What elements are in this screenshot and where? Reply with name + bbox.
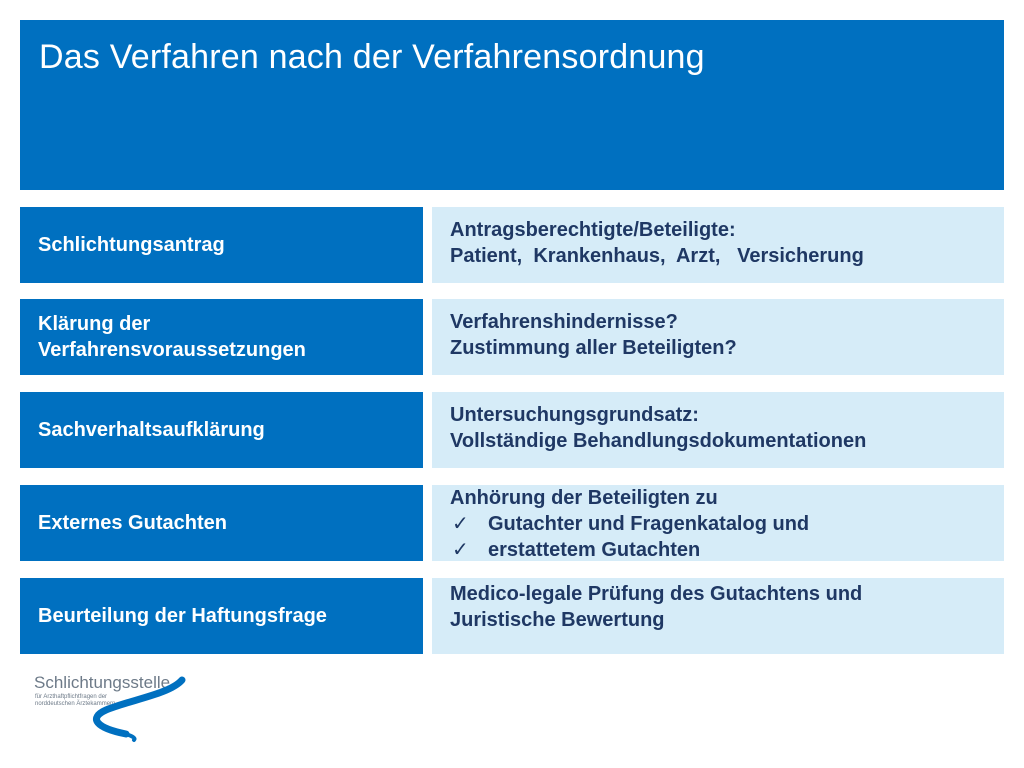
step-detail-line: Antragsberechtigte/Beteiligte: [450, 219, 736, 241]
step-detail-box [432, 207, 1004, 283]
step-detail-line: Anhörung der Beteiligten zu [450, 487, 718, 509]
logo-subtitle-line: norddeutschen Ärztekammern [35, 701, 116, 707]
step-detail-line: Untersuchungsgrundsatz: [450, 404, 699, 426]
checklist-item-text: erstattetem Gutachten [488, 539, 701, 561]
step-label-box [20, 392, 423, 468]
step-detail-line: Zustimmung aller Beteiligten? [450, 337, 737, 359]
title-banner [20, 20, 1004, 190]
step-detail-line: Verfahrenshindernisse? [450, 311, 678, 333]
step-detail-line: Juristische Bewertung [450, 609, 665, 631]
step-detail-box [432, 578, 1004, 654]
step-label: Externes Gutachten [38, 512, 227, 534]
step-detail-line: Medico-legale Prüfung des Gutachtens und [450, 583, 863, 605]
step-label-box [20, 485, 423, 561]
checklist-item [450, 511, 1004, 537]
step-detail-line: Patient, Krankenhaus, Arzt, Versicherung [450, 245, 864, 267]
step-label: Sachverhaltsaufklärung [38, 419, 265, 441]
logo [30, 664, 200, 744]
step-detail-box [432, 299, 1004, 375]
step-detail-line: Vollständige Behandlungsdokumentationen [450, 430, 867, 452]
logo-mark [30, 664, 200, 744]
step-label: Beurteilung der Haftungsfrage [38, 605, 327, 627]
step-label-box [20, 578, 423, 654]
step-detail-box [432, 485, 1004, 561]
step-label-box [20, 299, 423, 375]
logo-wordmark: Schlichtungsstelle [34, 673, 171, 692]
checkmark-icon: ✓ [452, 513, 469, 535]
step-label-box [20, 207, 423, 283]
logo-subtitle-line: für Arzthaftpflichtfragen der [35, 694, 108, 700]
page-title: Das Verfahren nach der Verfahrensordnung [39, 38, 705, 76]
step-detail-box [432, 392, 1004, 468]
checkmark-icon: ✓ [452, 539, 469, 561]
checklist-item-text: Gutachter und Fragenkatalog und [488, 513, 810, 535]
step-label: Schlichtungsantrag [38, 234, 225, 256]
checklist-item [450, 537, 1004, 563]
step-label: Klärung der Verfahrensvoraussetzungen [38, 313, 306, 361]
